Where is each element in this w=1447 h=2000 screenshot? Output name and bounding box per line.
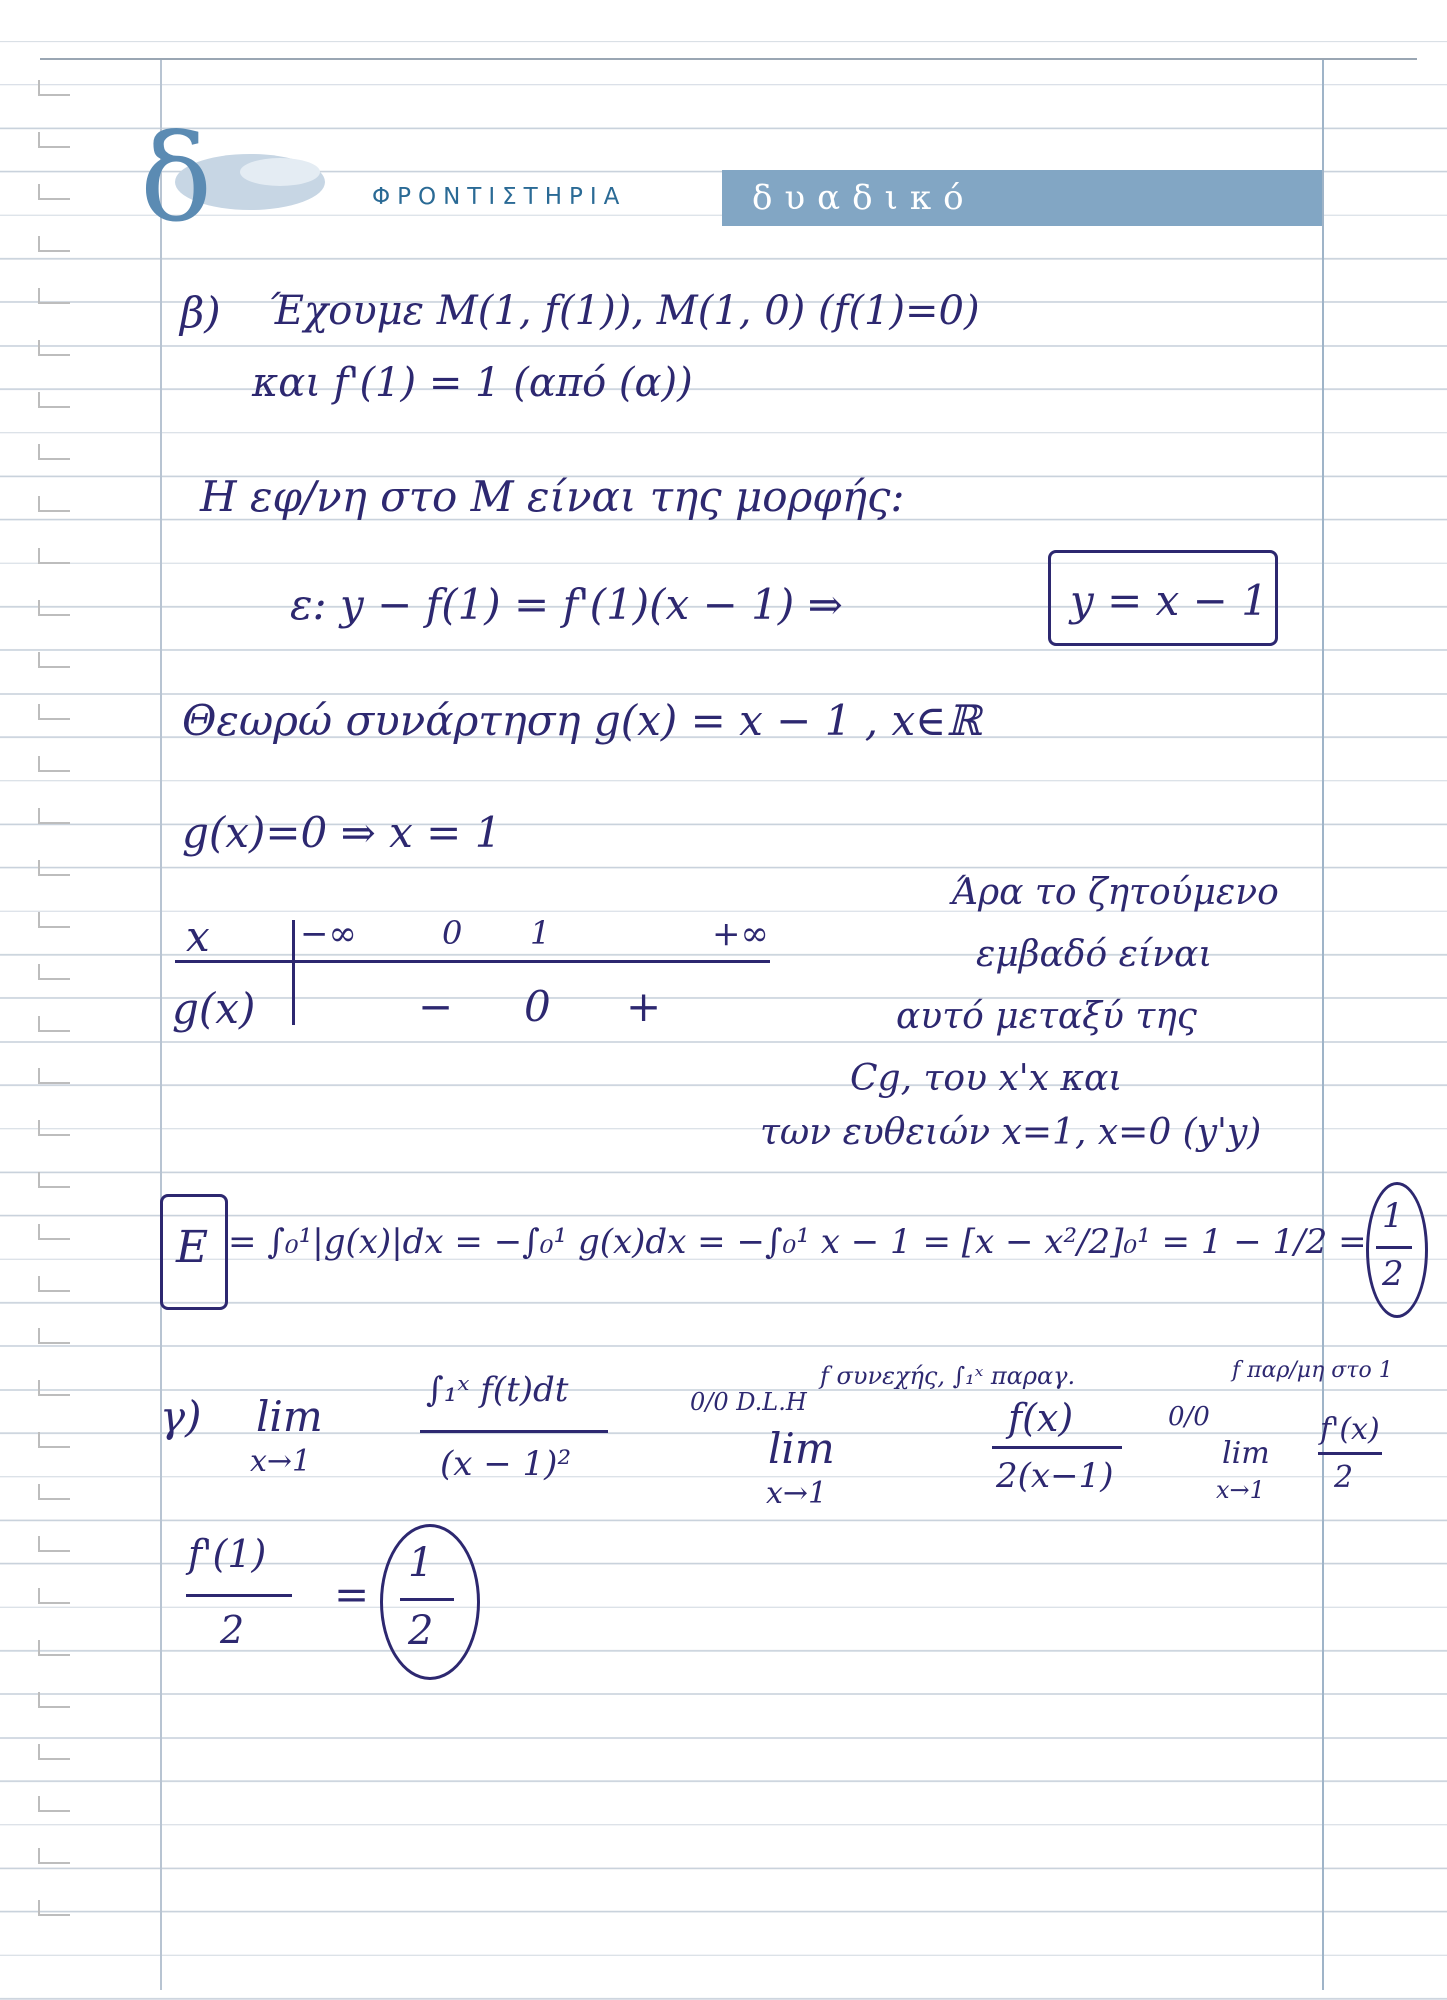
limit-2-subscript: x→1 (766, 1476, 828, 1511)
brand-name-left: ΦΡΟΝΤΙΣΤΗΡΙΑ (372, 184, 627, 210)
binding-hole (38, 860, 70, 876)
binding-hole (38, 1328, 70, 1344)
final-result-numerator: 1 (408, 1540, 434, 1586)
sign-table-value: 0 (442, 914, 463, 952)
limit-1: lim (256, 1392, 323, 1441)
limit-3-subscript: x→1 (1216, 1476, 1265, 1504)
sign-table-sign: + (626, 982, 662, 1031)
fraction-3-bar (1318, 1452, 1382, 1455)
binding-hole (38, 1120, 70, 1136)
sign-table-value: 1 (530, 914, 551, 952)
binding-hole (38, 1640, 70, 1656)
binding-hole (38, 288, 70, 304)
brand-logo (130, 112, 330, 232)
logo-letter: δ (140, 112, 213, 232)
binding-hole (38, 1744, 70, 1760)
binding-hole (38, 1276, 70, 1292)
tangent-equation: ε: y − f(1) = f'(1)(x − 1) ⇒ (290, 580, 843, 629)
binding-hole (38, 392, 70, 408)
binding-hole (38, 132, 70, 148)
sign-table-g-label: g(x) (172, 984, 256, 1033)
part-b-label: β) (180, 288, 221, 337)
limit-2: lim (768, 1424, 835, 1473)
binding-hole (38, 1484, 70, 1500)
sign-table-vrule (292, 920, 295, 1025)
binding-hole (38, 1692, 70, 1708)
binding-hole (38, 756, 70, 772)
area-result-fraction-bar (1376, 1246, 1412, 1249)
top-rule (40, 58, 1417, 60)
left-margin-line (160, 60, 162, 1990)
final-numerator: f'(1) (188, 1532, 267, 1576)
area-label: E (176, 1222, 209, 1273)
binding-hole (38, 1068, 70, 1084)
binding-hole (38, 964, 70, 980)
binding-hole (38, 548, 70, 564)
sign-table-value: +∞ (712, 914, 769, 954)
dlh-note-1: 0/0 D.L.H (690, 1388, 807, 1416)
binding-hole (38, 912, 70, 928)
note-line: Cg, του x'x και (850, 1058, 1123, 1099)
function-definition: Θεωρώ συνάρτηση g(x) = x − 1 , x∈ℝ (182, 696, 982, 745)
part-c-label: γ) (160, 1392, 202, 1441)
root-equation: g(x)=0 ⇒ x = 1 (182, 808, 502, 857)
binding-hole (38, 1432, 70, 1448)
binding-hole (38, 1796, 70, 1812)
dlh-note-2: 0/0 (1168, 1402, 1210, 1432)
area-result-denominator: 2 (1382, 1254, 1404, 1294)
sign-table-value: −∞ (300, 914, 357, 954)
continuity-note: f συνεχής, ∫₁ˣ παραγ. (820, 1362, 1076, 1390)
fraction-2-bar (992, 1446, 1122, 1449)
note-line: Άρα το ζητούμενο (952, 872, 1279, 913)
binding-hole (38, 184, 70, 200)
note-line: αυτό μεταξύ της (896, 996, 1197, 1037)
brand-name-right: δυαδικό (752, 178, 976, 218)
limit-3: lim (1222, 1436, 1270, 1471)
part-b-line1: Έχουμε M(1, f(1)), M(1, 0) (f(1)=0) (268, 288, 980, 334)
note-line: εμβαδό είναι (976, 934, 1213, 975)
binding-hole (38, 1172, 70, 1188)
binding-hole (38, 704, 70, 720)
final-result-bar (400, 1598, 454, 1601)
tangent-intro: Η εφ/νη στο M είναι της μορφής: (200, 472, 905, 521)
fraction-3-numerator: f'(x) (1320, 1412, 1380, 1447)
binding-holes (38, 80, 78, 1980)
fraction-1-bar (420, 1430, 608, 1433)
area-result-numerator: 1 (1382, 1196, 1404, 1236)
fraction-1-numerator: ∫₁ˣ f(t)dt (426, 1370, 569, 1410)
final-result-denominator: 2 (408, 1608, 434, 1654)
binding-hole (38, 600, 70, 616)
binding-hole (38, 1380, 70, 1396)
binding-hole (38, 340, 70, 356)
fraction-3-denominator: 2 (1334, 1460, 1354, 1495)
binding-hole (38, 652, 70, 668)
part-b-line2: και f'(1) = 1 (από (α)) (252, 360, 693, 406)
final-fraction-bar (186, 1594, 292, 1597)
equals-sign: = (334, 1570, 370, 1619)
binding-hole (38, 1900, 70, 1916)
right-margin-line (1322, 60, 1324, 1990)
fraction-1-denominator: (x − 1)² (440, 1444, 572, 1484)
differentiability-note: f παρ/μη στο 1 (1232, 1358, 1393, 1383)
area-equation: = ∫₀¹|g(x)|dx = −∫₀¹ g(x)dx = −∫₀¹ x − 1 = [x − x²/2]₀¹ = 1 − 1/2 = (228, 1222, 1367, 1262)
binding-hole (38, 1016, 70, 1032)
binding-hole (38, 80, 70, 96)
sign-table-sign: 0 (524, 982, 551, 1031)
fraction-2-denominator: 2(x−1) (996, 1456, 1114, 1496)
tangent-result: y = x − 1 (1070, 576, 1268, 625)
final-denominator: 2 (220, 1608, 245, 1652)
note-line: των ευθειών x=1, x=0 (y'y) (760, 1112, 1262, 1153)
binding-hole (38, 1848, 70, 1864)
limit-1-subscript: x→1 (250, 1444, 312, 1479)
binding-hole (38, 1536, 70, 1552)
binding-hole (38, 236, 70, 252)
binding-hole (38, 444, 70, 460)
sign-table-hrule (175, 960, 770, 963)
binding-hole (38, 1224, 70, 1240)
binding-hole (38, 808, 70, 824)
binding-hole (38, 1588, 70, 1604)
binding-hole (38, 496, 70, 512)
sign-table-sign: − (418, 982, 454, 1031)
sign-table-x-label: x (186, 912, 210, 961)
fraction-2-numerator: f(x) (1008, 1396, 1074, 1440)
